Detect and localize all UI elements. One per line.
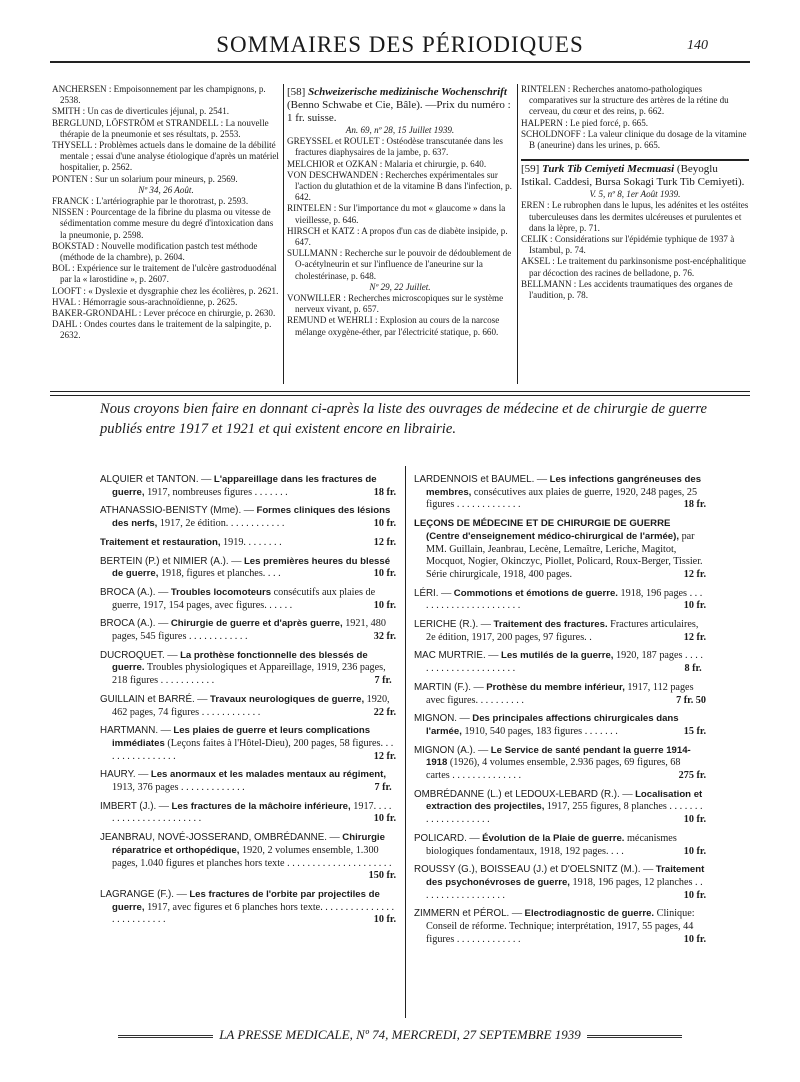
summary-item: EREN : Le rubrophen dans le lupus, les adénites et les ostéites tuberculeuses dans les dermites ulcéreuses et purulentes et dans la lèpre, p. 71. xyxy=(521,200,749,233)
summary-item: HIRSCH et KATZ : A propos d'un cas de diabète insipide, p. 647. xyxy=(287,225,508,248)
book-title: Chirurgie réparatrice et orthopédique, xyxy=(112,832,385,856)
book-details: 1919. . . . . . . . xyxy=(223,536,282,548)
book-author: BROCA (A.). xyxy=(100,618,156,630)
book-title: Travaux neurologiques de guerre, xyxy=(210,693,365,705)
book-details: 1917, nombreuses figures . . . . . . . xyxy=(147,486,288,498)
book-details: Troubles physiologiques et Appareillage, 1919, 236 pages, 218 figures . . . . . . . . . . . xyxy=(112,662,386,687)
book-author: HARTMANN. xyxy=(100,725,159,737)
book-price: 10 fr. xyxy=(373,568,396,580)
column-divider xyxy=(517,84,518,384)
book-entry: DUCROQUET. — La prothèse fonctionnelle des blessés de guerre. Troubles physiologiques et Appareillage, 1919, 236 pages, 218 figures . . . . . . . . . . . 7 fr. xyxy=(100,650,396,688)
book-details: 1917, avec figures et 6 planches hors texte. . . . . . . . . . . . . . . . . . . . . . . . . . xyxy=(112,901,395,926)
book-author: ALQUIER et TANTON. xyxy=(100,474,199,485)
book-author: LERICHE (R.). xyxy=(414,619,479,631)
book-details: 1920, 462 pages, 74 figures . . . . . . . . . . . . xyxy=(112,693,390,718)
footer-rule-right xyxy=(587,1035,682,1038)
book-title: Les fractures de l'orbite par projectiles de guerre, xyxy=(112,888,380,913)
journal-number: [59] xyxy=(521,163,540,176)
book-title: LEÇONS DE MÉDECINE ET DE CHIRURGIE DE GUERRE (Centre d'enseignement médico-chirurgical de l'armée), xyxy=(414,518,680,542)
book-title: Les fractures de la mâchoire inférieure, xyxy=(171,800,351,812)
issue-date: V. 5, nº 8, 1er Août 1939. xyxy=(589,189,681,200)
journal-footer xyxy=(0,1027,800,1043)
book-entry: LERICHE (R.). — Traitement des fractures. Fractures articulaires, 2e édition, 1917, 200 pages, 97 figures. . 12 fr. xyxy=(414,619,706,643)
book-details: 1920, 2 volumes ensemble, 1.300 pages, 1.040 figures et planches hors texte . . . . . . . . . . . . . . . . . . . . . xyxy=(112,844,392,869)
book-entry: MARTIN (F.). — Prothèse du membre inférieur, 1917, 112 pages avec figures. . . . . . . . . . 7 fr. 50 xyxy=(414,681,706,706)
book-author: LÉRI. xyxy=(414,587,439,599)
book-title: Traitement des fractures. xyxy=(493,619,608,631)
book-title: Des principales affections chirurgicales dans l'armée, xyxy=(426,713,679,737)
book-entry: ALQUIER et TANTON. — L'appareillage dans les fractures de guerre, 1917, nombreuses figures . . . . . . . 18 fr. xyxy=(100,474,396,498)
book-price: 12 fr. xyxy=(373,536,396,548)
summary-item: AKSEL : Le traitement du parkinsonisme post-encéphalitique par décoction des racines de belladone, p. 76. xyxy=(521,256,746,278)
summary-item: BERGLUND, LÖFSTRÖM et STRANDELL : La nouvelle thérapie de la pneumonie et ses résultats, p. 2553. xyxy=(52,117,269,139)
book-entry xyxy=(414,518,706,582)
summary-item: THYSELL : Problèmes actuels dans le domaine de la débilité mentale ; essai d'une analyse étiologique d'après un matériel hospitalier, p. 2562. xyxy=(52,140,279,173)
book-author: MAC MURTRIE. xyxy=(414,650,486,662)
column-divider xyxy=(405,466,406,1018)
book-price: 10 fr. xyxy=(373,599,396,611)
book-entry: ATHANASSIO-BENISTY (Mme). — Formes cliniques des lésions des nerfs, 1917, 2e édition. . . . . . . . . . . . 10 fr. xyxy=(100,505,396,530)
summary-item: VONWILLER : Recherches microscopiques sur le système nerveux vivant, p. 657. xyxy=(287,293,504,315)
book-details: 1917, 2e édition. . . . . . . . . . . . xyxy=(159,518,285,530)
issue-date: An. 69, nº 28, 15 Juillet 1939. xyxy=(345,125,455,135)
book-entry: JEANBRAU, NOVÉ-JOSSERAND, OMBRÉDANNE. — Chirurgie réparatrice et orthopédique, 1920, 2 volumes ensemble, 1.300 pages, 1.040 figures et planches hors texte . . . . . . . . . . . . . . . . . . . . . 150 fr. xyxy=(100,832,396,882)
book-list-notice: Nous croyons bien faire en donnant ci-après la liste des ouvrages de médecine et de chirurgie de guerre publiés entre 1917 et 1921 et qui existent encore en librairie. xyxy=(100,401,707,437)
book-title: Les premières heures du blessé de guerre, xyxy=(112,555,391,580)
book-price: 10 fr. xyxy=(683,814,706,826)
book-price: 10 fr. xyxy=(373,914,396,926)
book-details: 1921, 480 pages, 545 figures . . . . . . . . . . . . xyxy=(112,618,386,643)
book-details: Fractures articulaires, 2e édition, 1917, 200 pages, 97 figures. . xyxy=(426,619,699,643)
page-title: SOMMAIRES DES PÉRIODIQUES xyxy=(216,32,584,57)
book-details: Clinique: Conseil de réforme. Technique; interprétation, 1917, 55 pages, 44 figures . . . . . . . . . . . . . xyxy=(426,908,695,945)
book-author: POLICARD. xyxy=(414,832,467,844)
book-price: 12 fr. xyxy=(683,568,706,580)
book-entry: LARDENNOIS et BAUMEL. — Les infections gangréneuses des membres, consécutives aux plaies de guerre, 1920, 248 pages, 25 figures . . . . . . . . . . . . . 18 fr. xyxy=(414,474,706,511)
book-price: 18 fr. xyxy=(683,499,706,511)
book-price: 15 fr. xyxy=(683,725,706,737)
book-list-left xyxy=(100,474,396,933)
book-title: Traitement des psychonévroses de guerre, xyxy=(426,864,705,888)
summary-item: GREYSSEL et ROULET : Ostéodèse transcutanée dans les fractures diaphysaires de la jambe, p. 637. xyxy=(287,136,503,158)
footer-text: LA PRESSE MEDICALE, Nº 74, MERCREDI, 27 SEPTEMBRE 1939 xyxy=(219,1027,581,1042)
book-title: Les infections gangréneuses des membres, xyxy=(426,474,702,498)
summary-item: BAKER-GRONDAHL : Lever précoce en chirurgie, p. 2630. xyxy=(52,308,276,319)
column-divider xyxy=(283,84,284,384)
summary-item: REMUND et WEHRLI : Explosion au cours de la narcose mélange oxygène-éther, par l'électricité statique, p. 660. xyxy=(287,315,500,337)
book-details: 1913, 376 pages . . . . . . . . . . . . . xyxy=(112,782,245,794)
book-title: Les plaies de guerre et leurs complications immédiates xyxy=(112,725,371,749)
book-entry: IMBERT (J.). — Les fractures de la mâchoire inférieure, 1917. . . . . . . . . . . . . . . . . . . . . . 10 fr. xyxy=(100,800,396,825)
book-details: consécutives aux plaies de guerre, 1920, 248 pages, 25 figures . . . . . . . . . . . . . xyxy=(426,486,698,511)
book-title: Traitement et restauration, xyxy=(100,536,221,548)
book-details: 1918, figures et planches. . . . xyxy=(160,568,281,580)
book-author: LAGRANGE (F.). xyxy=(100,888,175,900)
footer-rule-left xyxy=(118,1035,213,1038)
summary-item: SULLMANN : Recherche sur le pouvoir de dédoublement de O-acétylneurin et sur l'influence de l'aneurine sur la cholestérinase, p. 648. xyxy=(287,248,512,281)
book-title: Commotions et émotions de guerre. xyxy=(453,587,618,599)
book-author: BROCA (A.). xyxy=(100,586,156,598)
book-author: DUCROQUET. xyxy=(100,649,165,661)
book-price: 10 fr. xyxy=(683,889,706,901)
book-author: IMBERT (J.). xyxy=(100,800,157,812)
book-entry: HARTMANN. — Les plaies de guerre et leurs complications immédiates (Leçons faites à l'Hôtel-Dieu), 200 pages, 58 figures. . . . . . . . . . . . . . . . 12 fr. xyxy=(100,725,396,762)
book-details: 1917, 112 pages avec figures. . . . . . . . . . xyxy=(426,681,694,706)
book-entry xyxy=(100,537,396,550)
book-entry: HAURY. — Les anormaux et les malades mentaux au régiment, 1913, 376 pages . . . . . . . . . . . . . 7 fr. xyxy=(100,769,396,794)
book-author: GUILLAIN et BARRÉ. xyxy=(100,693,195,705)
book-price: 32 fr. xyxy=(373,631,396,643)
summary-item: BELLMANN : Les accidents traumatiques des organes de l'audition, p. 78. xyxy=(521,278,733,301)
summary-item: MELCHIOR et OZKAN : Malaria et chirurgie, p. 640. xyxy=(287,158,487,169)
periodicals-column-3 xyxy=(521,84,749,301)
book-details: 1917, 255 figures, 8 planches . . . . . . . . . . . . . . . . . . . . xyxy=(426,801,703,826)
book-author: ROUSSY (G.), BOISSEAU (J.) et D'OELSNITZ (M.). xyxy=(414,864,641,876)
book-details: (1926), 4 volumes ensemble, 2.936 pages, 69 figures, 68 cartes . . . . . . . . . . . . . . xyxy=(426,757,681,782)
journal-separator-rule xyxy=(521,159,749,161)
book-price: 10 fr. xyxy=(683,845,706,857)
book-price: 10 fr. xyxy=(683,933,706,945)
book-price: 7 fr. xyxy=(374,782,392,794)
book-price: 10 fr. xyxy=(373,813,396,825)
journal-heading xyxy=(521,163,749,189)
book-price: 12 fr. xyxy=(373,750,396,762)
summary-item: BOL : Expérience sur le traitement de l'ulcère gastroduodénal par la « larostidine », p. 2607. xyxy=(52,263,277,285)
book-entry: BROCA (A.). — Chirurgie de guerre et d'après guerre, 1921, 480 pages, 545 figures . . . . . . . . . . . . 32 fr. xyxy=(100,618,396,643)
book-entry: LÉRI. — Commotions et émotions de guerre. 1918, 196 pages . . . . . . . . . . . . . . . . . . . . . . 10 fr. xyxy=(414,587,706,612)
book-price: 8 fr. xyxy=(684,663,702,675)
book-title: Prothèse du membre inférieur, xyxy=(486,681,625,693)
book-price: 22 fr. xyxy=(373,706,396,718)
summary-item: HALPERN : Le pied forcé, p. 665. xyxy=(521,117,649,128)
book-author: JEANBRAU, NOVÉ-JOSSERAND, OMBRÉDANNE. xyxy=(100,832,327,844)
journal-heading xyxy=(287,86,513,125)
periodicals-column-2 xyxy=(287,86,513,338)
journal-name: Turk Tib Cemiyeti Mecmuasi xyxy=(542,163,675,176)
book-price: 18 fr. xyxy=(373,486,396,498)
book-details: 1918, 196 pages . . . . . . . . . . . . . . . . . . . . . . xyxy=(426,587,703,612)
book-author: ATHANASSIO-BENISTY (Mme). xyxy=(100,505,242,517)
journal-number: [58] xyxy=(287,86,306,98)
book-entry: LAGRANGE (F.). — Les fractures de l'orbite par projectiles de guerre, 1917, avec figures et 6 planches hors texte. . . . . . . . . . . . . . . . . . . . . . . . . . 10 fr. xyxy=(100,888,396,926)
book-title: La prothèse fonctionnelle des blessés de guerre. xyxy=(112,649,368,674)
book-price: 7 fr. xyxy=(374,675,392,687)
summary-item: SMITH : Un cas de diverticules jéjunal, p. 2541. xyxy=(52,106,230,117)
book-details: mécanismes biologiques fondamentaux, 1918, 192 pages. . . . xyxy=(426,832,677,857)
book-author: MIGNON. xyxy=(414,713,457,725)
book-entry: OMBRÉDANNE (L.) et LEDOUX-LEBARD (R.). — Localisation et extraction des projectiles, 1917, 255 figures, 8 planches . . . . . . . . . . . . . . . . . . . . 10 fr. xyxy=(414,788,706,826)
summary-item: RINTELEN : Recherches anatomo-pathologiques comparatives sur la structure des artères de la rétine du cerveau, du cœur et des reins, p. 662. xyxy=(521,84,729,117)
book-entry: ZIMMERN et PÉROL. — Electrodiagnostic de guerre. Clinique: Conseil de réforme. Technique; interprétation, 1917, 55 pages, 44 figures . . . . . . . . . . . . . 10 fr. xyxy=(414,908,706,945)
book-entry: MIGNON (A.). — Le Service de santé pendant la guerre 1914-1918 (1926), 4 volumes ensemble, 2.936 pages, 69 figures, 68 cartes . . . . . . . . . . . . . . 275 fr. xyxy=(414,744,706,782)
book-title: Les anormaux et les malades mentaux au régiment, xyxy=(150,769,386,781)
book-title: Electrodiagnostic de guerre. xyxy=(524,908,655,920)
summary-item: FRANCK : L'artériographie par le thorotrast, p. 2593. xyxy=(52,196,249,207)
book-details: consécutifs aux plaies de guerre, 1917, 154 pages, avec figures. . . . . . xyxy=(112,586,376,611)
book-price: 275 fr. xyxy=(678,770,706,782)
summary-item: DAHL : Ondes courtes dans le traitement de la salpingite, p. 2632. xyxy=(52,319,272,341)
periodicals-column-1 xyxy=(52,84,280,342)
book-entry: MIGNON. — Des principales affections chirurgicales dans l'armée, 1910, 540 pages, 183 figures . . . . . . . 15 fr. xyxy=(414,713,706,737)
summary-item: CELIK : Considérations sur l'épidémie typhique de 1937 à Istambul, p. 74. xyxy=(521,234,735,256)
book-title: Localisation et extraction des projectiles, xyxy=(426,788,703,813)
book-title: Évolution de la Plaie de guerre. xyxy=(482,832,625,844)
book-title: Formes cliniques des lésions des nerfs, xyxy=(112,505,391,530)
issue-date: Nº 34, 26 Août. xyxy=(138,184,194,195)
section-rule xyxy=(50,391,750,396)
book-author: MIGNON (A.). xyxy=(414,744,476,756)
page-number: 140 xyxy=(687,38,708,53)
book-entry: BROCA (A.). — Troubles locomoteurs consécutifs aux plaies de guerre, 1917, 154 pages, avec figures. . . . . . 10 fr. xyxy=(100,586,396,611)
issue-date: Nº 29, 22 Juillet. xyxy=(369,281,431,292)
book-details: (Leçons faites à l'Hôtel-Dieu), 200 pages, 58 figures. . . . . . . . . . . . . . . . xyxy=(112,737,394,762)
book-details: 1910, 540 pages, 183 figures . . . . . . . xyxy=(464,725,618,737)
summary-item: BOKSTAD : Nouvelle modification pastch test méthode (méthode de la chambre), p. 2604. xyxy=(52,240,258,263)
summary-item: HVAL : Hémorragie sous-arachnoïdienne, p. 2625. xyxy=(52,296,238,307)
summary-item: RINTELEN : Sur l'importance du mot « glaucome » dans la vieillesse, p. 646. xyxy=(287,203,506,225)
book-author: HAURY. xyxy=(100,769,136,781)
summary-item: SCHOLDNOFF : La valeur clinique du dosage de la vitamine B (aneurine) dans les urines, p. 665. xyxy=(521,128,747,151)
book-list-right xyxy=(414,474,706,953)
journal-info: (Benno Schwabe et Cie, Bâle). —Prix du numéro : 1 fr. suisse. xyxy=(287,99,511,124)
book-entry: BERTEIN (P.) et NIMIER (A.). — Les premières heures du blessé de guerre, 1918, figures et planches. . . . 10 fr. xyxy=(100,555,396,580)
book-entry: ROUSSY (G.), BOISSEAU (J.) et D'OELSNITZ (M.). — Traitement des psychonévroses de guerre, 1918, 196 pages, 12 planches . . . . . . . . . . . . . . . . . . 10 fr. xyxy=(414,864,706,901)
book-author: ZIMMERN et PÉROL. xyxy=(414,908,510,920)
book-entry: MAC MURTRIE. — Les mutilés de la guerre, 1920, 187 pages . . . . . . . . . . . . . . . . . . . . . . 8 fr. xyxy=(414,650,706,675)
book-price: 12 fr. xyxy=(683,631,706,643)
book-author: BERTEIN (P.) et NIMIER (A.). xyxy=(100,555,229,567)
book-price: 7 fr. 50 xyxy=(676,694,706,706)
book-entry: POLICARD. — Évolution de la Plaie de guerre. mécanismes biologiques fondamentaux, 1918, 192 pages. . . . 10 fr. xyxy=(414,832,706,857)
book-details: 1917. . . . . . . . . . . . . . . . . . . . . . xyxy=(112,800,392,825)
book-price: 10 fr. xyxy=(683,600,706,612)
book-details: 1920, 187 pages . . . . . . . . . . . . . . . . . . . . . . xyxy=(426,650,703,675)
journal-name: Schweizerische medizinische Wochenschrift xyxy=(308,86,507,98)
journal-info: (Beyoglu Istikal. Caddesi, Bursa Sokagi Turk Tib Cemiyeti). xyxy=(521,163,745,189)
summary-item: ANCHERSEN : Empoisonnement par les champignons, p. 2538. xyxy=(52,84,266,106)
book-title: Troubles locomoteurs xyxy=(170,586,272,598)
book-title: Le Service de santé pendant la guerre 1914-1918 xyxy=(426,744,691,769)
summary-item: NISSEN : Pourcentage de la fibrine du plasma ou vitesse de sédimentation comme mesure du degré d'intoxication dans la pneumonie, p. 2598. xyxy=(52,207,274,240)
book-title: Chirurgie de guerre et d'après guerre, xyxy=(170,618,343,630)
header-rule xyxy=(50,61,750,63)
summary-item: LOOFT : « Dyslexie et dysgraphie chez les écolières, p. 2621. xyxy=(52,285,279,296)
book-price: 150 fr. xyxy=(368,870,396,882)
book-title: Les mutilés de la guerre, xyxy=(500,650,614,662)
book-author: LARDENNOIS et BAUMEL. xyxy=(414,474,535,485)
book-title: L'appareillage dans les fractures de guerre, xyxy=(112,474,377,498)
summary-item: PONTEN : Sur un solarium pour mineurs, p. 2569. xyxy=(52,173,238,184)
book-details: par MM. Guillain, Jeanbrau, Lecène, Lemaître, Leriche, Magitot, Mocquot, Nogier, Okinczyc, Piollet, Policard, Roux-Berger, Tissier. Série chirurgicale, 1918, 400 pages. xyxy=(426,530,703,580)
book-author: OMBRÉDANNE (L.) et LEDOUX-LEBARD (R.). xyxy=(414,788,620,800)
book-author: MARTIN (F.). xyxy=(414,681,471,693)
book-price: 10 fr. xyxy=(373,518,396,530)
book-details: 1918, 196 pages, 12 planches . . . . . . . . . . . . . . . . . . xyxy=(426,876,703,901)
summary-item: VON DESCHWANDEN : Recherches expérimentales sur l'action du glutathion et de la vitamine B dans l'infection, p. 642. xyxy=(287,169,512,203)
book-entry: GUILLAIN et BARRÉ. — Travaux neurologiques de guerre, 1920, 462 pages, 74 figures . . . . . . . . . . . . 22 fr. xyxy=(100,693,396,718)
